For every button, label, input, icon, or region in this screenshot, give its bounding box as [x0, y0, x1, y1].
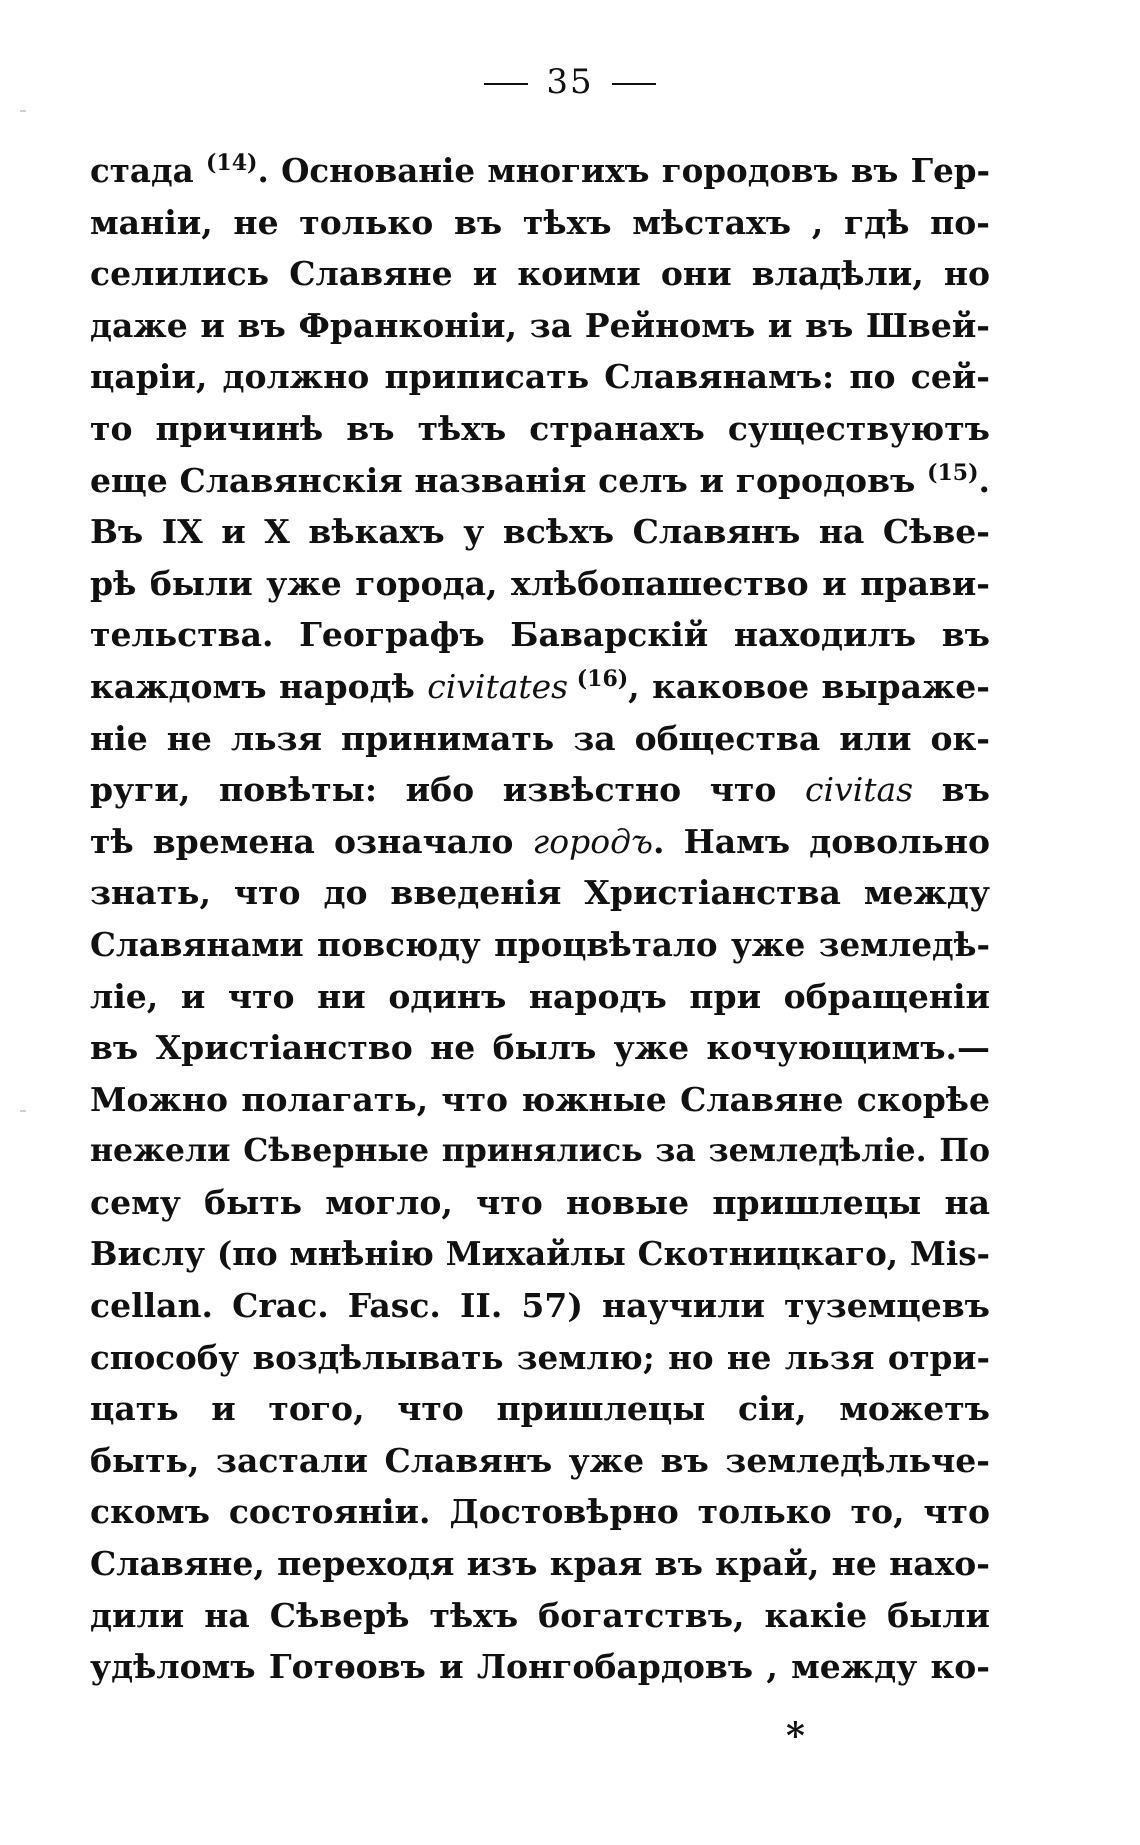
line-text: дили на Сѣверѣ тѣхъ богатствъ, какіе были	[90, 1595, 990, 1635]
line-text: Славяне, переходя изъ края въ край, не нахо-	[90, 1544, 990, 1584]
text-line	[90, 197, 990, 249]
text-line	[90, 145, 990, 197]
text-line	[90, 713, 990, 765]
italic-term: городъ	[532, 821, 653, 861]
text-line	[90, 971, 990, 1023]
line-text: Вислу (по мнѣнію Михайлы Скотницкаго, Mis-	[90, 1234, 990, 1274]
line-text: . Основаніе многихъ городовъ въ Гер-	[257, 151, 990, 190]
text-line	[90, 455, 990, 507]
page-number: 35	[546, 62, 594, 102]
header-dash-right	[612, 83, 656, 85]
text-line	[90, 1228, 990, 1280]
line-text: Славянами повсюду процвѣтало уже земледѣ-	[90, 924, 990, 964]
footnote-reference: (15)	[927, 459, 979, 486]
line-text: cellan. Crac. Fasc. II. 57) научили туземцевъ	[90, 1286, 990, 1326]
page-body-text	[90, 145, 990, 1693]
text-line	[90, 919, 990, 971]
line-text: знать, что до введенія Христіанства между	[90, 873, 990, 913]
margin-mark	[20, 1110, 26, 1112]
text-line	[90, 1022, 990, 1074]
italic-term: civitas	[805, 770, 914, 810]
line-text: сему быть могло, что новые пришлецы на	[90, 1182, 990, 1222]
text-line	[90, 1074, 990, 1126]
line-text: въ Христіанство не былъ уже кочующимъ.—	[90, 1028, 990, 1068]
line-text: руги, повѣты: ибо извѣстно что	[90, 770, 806, 810]
line-text: въ	[913, 770, 990, 810]
text-line	[90, 867, 990, 919]
text-line	[90, 1383, 990, 1435]
margin-mark	[20, 110, 26, 112]
text-line	[90, 1486, 990, 1538]
line-text: еще Славянскія названія селъ и городовъ	[90, 460, 928, 500]
signature-mark: *	[786, 1715, 805, 1757]
text-line	[90, 558, 990, 610]
line-text: Можно полагать, что южные Славяне скорѣе	[90, 1079, 990, 1119]
line-text: маніи, не только въ тѣхъ мѣстахъ , гдѣ по-	[90, 202, 990, 242]
line-text: каждомъ народѣ	[90, 666, 428, 706]
text-line	[90, 1435, 990, 1487]
text-line	[90, 1538, 990, 1590]
text-line	[90, 248, 990, 300]
text-line	[90, 506, 990, 558]
text-line	[90, 764, 990, 816]
line-text: царіи, должно приписать Славянамъ: по сей-	[90, 357, 990, 397]
footnote-reference: (16)	[568, 665, 629, 692]
header-dash-left	[484, 83, 528, 85]
line-text: ніе не льзя принимать за общества или ок-	[90, 718, 990, 758]
text-line	[90, 816, 990, 868]
line-text: тельства. Географъ Баварскій находилъ въ	[90, 615, 990, 655]
line-text: ліе, и что ни одинъ народъ при обращеніи	[90, 976, 990, 1016]
line-text: , каковое выраже-	[628, 666, 990, 706]
line-text: Въ IX и X вѣкахъ у всѣхъ Славянъ на Сѣве-	[90, 512, 990, 552]
text-line	[90, 1177, 990, 1229]
line-text: то причинѣ въ тѣхъ странахъ существуютъ	[90, 408, 990, 448]
line-text: скомъ состояніи. Достовѣрно только то, что	[90, 1492, 990, 1532]
line-text: цать и того, что пришлецы сіи, можетъ	[90, 1389, 990, 1429]
line-text: селились Славяне и коими они владѣли, но	[90, 254, 990, 294]
text-line	[90, 403, 990, 455]
text-line	[90, 1125, 990, 1177]
text-line	[90, 609, 990, 661]
line-text: . Намъ довольно	[653, 821, 990, 861]
line-text: .	[978, 460, 990, 500]
page-header	[0, 62, 1140, 102]
text-line	[90, 1641, 990, 1693]
line-text: способу воздѣлывать землю; но не льзя отри-	[90, 1337, 990, 1377]
text-line	[90, 1280, 990, 1332]
text-line	[90, 661, 990, 713]
text-line	[90, 1590, 990, 1642]
line-text: тѣ времена означало	[90, 821, 533, 861]
line-text: рѣ были уже города, хлѣбопашество и прави-	[90, 563, 990, 603]
italic-term: civitates	[427, 666, 569, 706]
line-text: даже и въ Франконіи, за Рейномъ и въ Швей-	[90, 305, 990, 345]
line-text: стада	[90, 151, 207, 190]
line-text: нежели Сѣверные принялись за земледѣліе. По	[90, 1132, 990, 1170]
text-line	[90, 1332, 990, 1384]
line-text: быть, застали Славянъ уже въ земледѣльче-	[90, 1440, 990, 1480]
text-line	[90, 351, 990, 403]
line-text: удѣломъ Готѳовъ и Лонгобардовъ , между ко-	[90, 1647, 990, 1687]
text-line	[90, 300, 990, 352]
footnote-reference: (14)	[206, 150, 258, 177]
